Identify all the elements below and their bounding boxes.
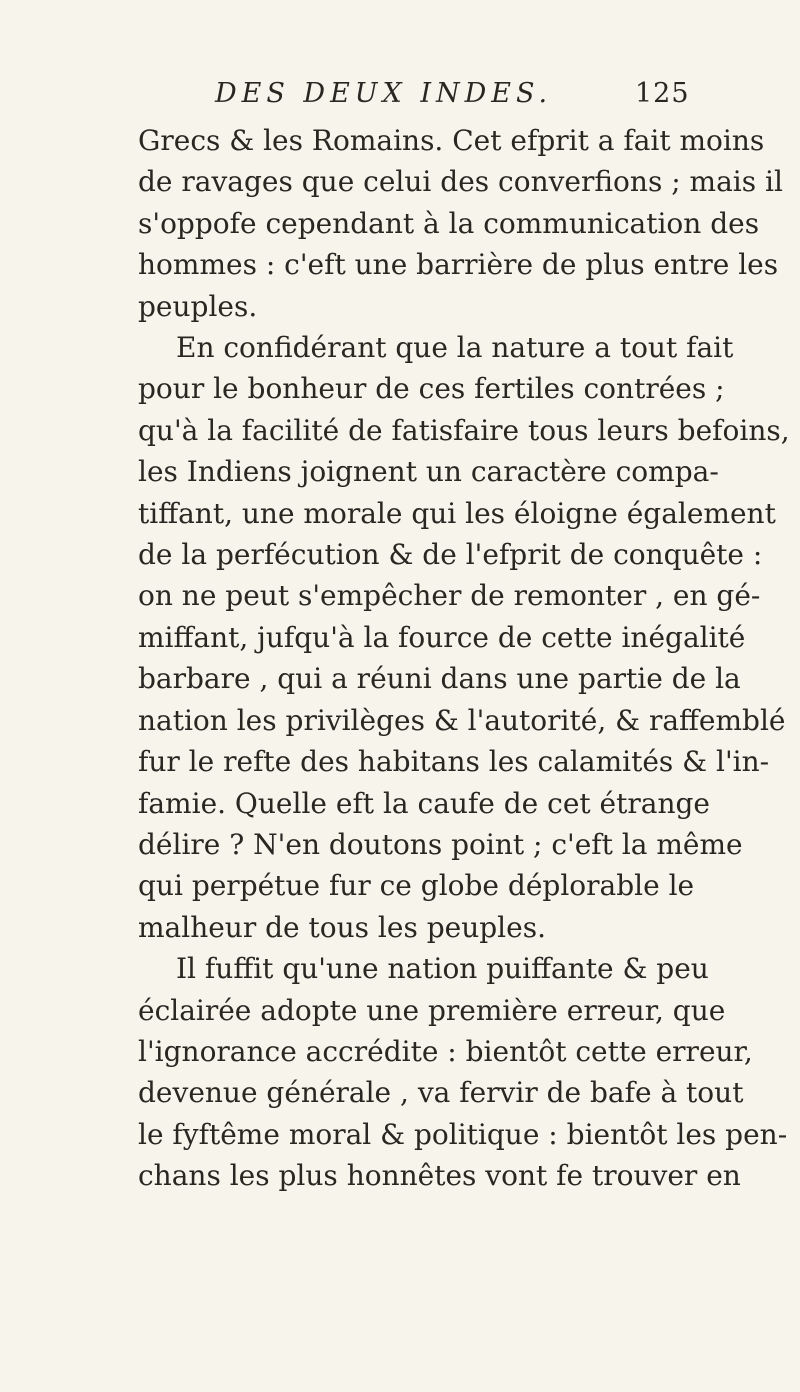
text-line: de ravages que celui des converfions ; mais il [138, 165, 783, 199]
text-line: peuples. [138, 289, 258, 323]
text-line: famie. Quelle eft la caufe de cet étrange [138, 786, 710, 820]
text-line: Grecs & les Romains. Cet efprit a fait moins [138, 124, 765, 157]
text-line: les Indiens joignent un caractère compa- [138, 455, 719, 489]
page-number: 125 [635, 78, 690, 109]
text-line: délire ? N'en doutons point ; c'eft la même [138, 827, 743, 861]
text-line: miffant, jufqu'à la fource de cette inégalité [138, 620, 746, 654]
text-line: hommes : c'eft une barrière de plus entre les [138, 248, 779, 282]
text-line: Il fuffit qu'une nation puiffante & peu [176, 952, 709, 986]
text-line: qui perpétue fur ce globe déplorable le [138, 869, 695, 903]
text-line: barbare , qui a réuni dans une partie de la [138, 662, 741, 696]
text-line: le fyftême moral & politique : bientôt les pen- [138, 1117, 788, 1151]
text-line: qu'à la facilité de fatisfaire tous leurs befoins, [138, 413, 790, 447]
text-line: malheur de tous les peuples. [138, 910, 546, 944]
text-line: de la perfécution & de l'efprit de conquête : [138, 538, 763, 572]
text-line: éclairée adopte une première erreur, que [138, 993, 726, 1027]
text-line: nation les privilèges & l'autorité, & raffemblé [138, 703, 786, 737]
text-line: s'oppofe cependant à la communication des [138, 206, 760, 240]
text-line: En confidérant que la nature a tout fait [176, 331, 734, 365]
running-head-title: DES DEUX INDES. [215, 78, 553, 109]
text-line: fur le refte des habitans les calamités & l'in- [138, 745, 770, 779]
text-line: tiffant, une morale qui les éloigne également [138, 496, 776, 530]
running-head [215, 78, 695, 109]
text-line: pour le bonheur de ces fertiles contrées ; [138, 372, 725, 406]
body-text [138, 120, 790, 1197]
text-line: chans les plus honnêtes vont fe trouver en [138, 1159, 741, 1193]
text-line: l'ignorance accrédite : bientôt cette erreur, [138, 1034, 753, 1068]
text-line: devenue générale , va fervir de bafe à tout [138, 1076, 744, 1110]
text-line: on ne peut s'empêcher de remonter , en gé- [138, 579, 761, 613]
